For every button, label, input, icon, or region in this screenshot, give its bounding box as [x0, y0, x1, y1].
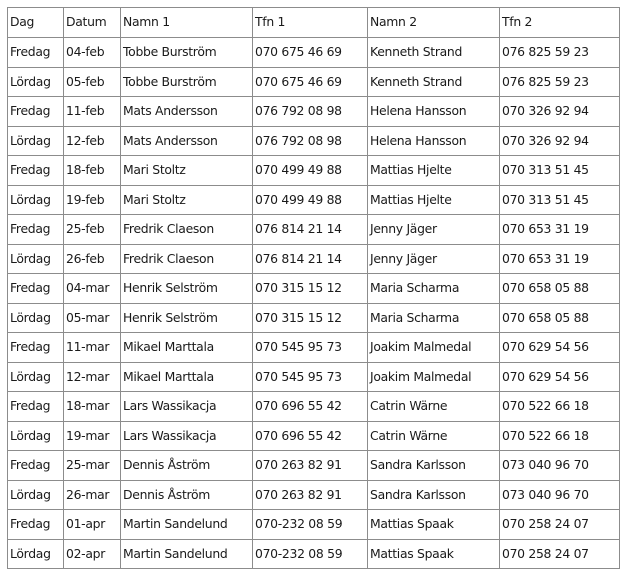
- cell-dag: Fredag: [8, 274, 64, 304]
- cell-tfn-2: 070 258 24 07: [500, 539, 620, 569]
- cell-namn-2: Helena Hansson: [368, 97, 500, 127]
- cell-namn-1: Dennis Åström: [121, 480, 253, 510]
- cell-namn-2: Mattias Hjelte: [368, 156, 500, 186]
- cell-dag: Lördag: [8, 421, 64, 451]
- column-header-tfn-2: Tfn 2: [500, 8, 620, 38]
- cell-namn-2: Kenneth Strand: [368, 67, 500, 97]
- table-row: [8, 97, 620, 127]
- cell-tfn-1: 070 263 82 91: [253, 451, 368, 481]
- cell-namn-1: Martin Sandelund: [121, 539, 253, 569]
- cell-tfn-2: 073 040 96 70: [500, 451, 620, 481]
- cell-tfn-1: 070 545 95 73: [253, 333, 368, 363]
- cell-namn-2: Maria Scharma: [368, 274, 500, 304]
- cell-dag: Fredag: [8, 451, 64, 481]
- cell-namn-1: Mats Andersson: [121, 126, 253, 156]
- cell-tfn-1: 076 814 21 14: [253, 215, 368, 245]
- cell-tfn-1: 070 315 15 12: [253, 303, 368, 333]
- table-row: [8, 156, 620, 186]
- cell-tfn-2: 070 658 05 88: [500, 303, 620, 333]
- column-header-datum: Datum: [64, 8, 121, 38]
- cell-tfn-1: 070 263 82 91: [253, 480, 368, 510]
- cell-namn-2: Helena Hansson: [368, 126, 500, 156]
- cell-datum: 02-apr: [64, 539, 121, 569]
- cell-tfn-2: 070 326 92 94: [500, 97, 620, 127]
- cell-tfn-1: 070-232 08 59: [253, 539, 368, 569]
- cell-tfn-2: 073 040 96 70: [500, 480, 620, 510]
- cell-tfn-1: 070 696 55 42: [253, 421, 368, 451]
- cell-namn-2: Jenny Jäger: [368, 215, 500, 245]
- cell-namn-2: Maria Scharma: [368, 303, 500, 333]
- cell-tfn-1: 076 792 08 98: [253, 97, 368, 127]
- table-row: [8, 362, 620, 392]
- table-row: [8, 392, 620, 422]
- cell-tfn-1: 070-232 08 59: [253, 510, 368, 540]
- cell-namn-1: Fredrik Claeson: [121, 244, 253, 274]
- cell-tfn-2: 070 258 24 07: [500, 510, 620, 540]
- cell-namn-1: Lars Wassikacja: [121, 421, 253, 451]
- cell-datum: 11-feb: [64, 97, 121, 127]
- table-row: [8, 333, 620, 363]
- table-row: [8, 274, 620, 304]
- cell-tfn-1: 070 675 46 69: [253, 67, 368, 97]
- table-row: [8, 215, 620, 245]
- cell-namn-2: Sandra Karlsson: [368, 480, 500, 510]
- cell-datum: 12-mar: [64, 362, 121, 392]
- cell-namn-2: Kenneth Strand: [368, 38, 500, 68]
- cell-namn-2: Jenny Jäger: [368, 244, 500, 274]
- cell-namn-2: Catrin Wärne: [368, 392, 500, 422]
- table-row: [8, 480, 620, 510]
- cell-namn-1: Mikael Marttala: [121, 333, 253, 363]
- column-header-tfn-1: Tfn 1: [253, 8, 368, 38]
- cell-datum: 18-mar: [64, 392, 121, 422]
- cell-datum: 25-feb: [64, 215, 121, 245]
- column-header-dag: Dag: [8, 8, 64, 38]
- cell-namn-1: Mari Stoltz: [121, 185, 253, 215]
- cell-datum: 12-feb: [64, 126, 121, 156]
- cell-namn-2: Mattias Spaak: [368, 510, 500, 540]
- cell-dag: Lördag: [8, 185, 64, 215]
- cell-dag: Lördag: [8, 67, 64, 97]
- schedule-table: [7, 7, 620, 569]
- table-body: [8, 38, 620, 569]
- cell-dag: Lördag: [8, 244, 64, 274]
- cell-datum: 19-feb: [64, 185, 121, 215]
- cell-tfn-2: 070 313 51 45: [500, 156, 620, 186]
- cell-tfn-2: 070 522 66 18: [500, 421, 620, 451]
- cell-dag: Fredag: [8, 156, 64, 186]
- cell-dag: Fredag: [8, 510, 64, 540]
- table-row: [8, 539, 620, 569]
- cell-dag: Fredag: [8, 215, 64, 245]
- table-row: [8, 38, 620, 68]
- cell-datum: 26-mar: [64, 480, 121, 510]
- cell-tfn-2: 070 522 66 18: [500, 392, 620, 422]
- cell-dag: Fredag: [8, 97, 64, 127]
- cell-datum: 11-mar: [64, 333, 121, 363]
- header-row: [8, 8, 620, 38]
- cell-namn-1: Henrik Selström: [121, 274, 253, 304]
- cell-datum: 01-apr: [64, 510, 121, 540]
- table-row: [8, 421, 620, 451]
- cell-datum: 05-mar: [64, 303, 121, 333]
- cell-namn-2: Sandra Karlsson: [368, 451, 500, 481]
- cell-tfn-1: 070 499 49 88: [253, 156, 368, 186]
- cell-dag: Lördag: [8, 126, 64, 156]
- cell-datum: 19-mar: [64, 421, 121, 451]
- cell-tfn-2: 070 326 92 94: [500, 126, 620, 156]
- cell-namn-1: Fredrik Claeson: [121, 215, 253, 245]
- table-row: [8, 303, 620, 333]
- cell-tfn-2: 070 658 05 88: [500, 274, 620, 304]
- cell-namn-1: Mari Stoltz: [121, 156, 253, 186]
- cell-namn-1: Martin Sandelund: [121, 510, 253, 540]
- table-header: [8, 8, 620, 38]
- cell-dag: Fredag: [8, 38, 64, 68]
- cell-datum: 04-mar: [64, 274, 121, 304]
- cell-datum: 26-feb: [64, 244, 121, 274]
- table-row: [8, 451, 620, 481]
- cell-namn-1: Dennis Åström: [121, 451, 253, 481]
- cell-tfn-2: 076 825 59 23: [500, 38, 620, 68]
- cell-datum: 25-mar: [64, 451, 121, 481]
- cell-dag: Lördag: [8, 362, 64, 392]
- cell-datum: 18-feb: [64, 156, 121, 186]
- cell-dag: Fredag: [8, 333, 64, 363]
- cell-tfn-1: 076 814 21 14: [253, 244, 368, 274]
- table-row: [8, 67, 620, 97]
- column-header-namn-1: Namn 1: [121, 8, 253, 38]
- cell-datum: 05-feb: [64, 67, 121, 97]
- table-row: [8, 510, 620, 540]
- cell-namn-2: Joakim Malmedal: [368, 362, 500, 392]
- cell-dag: Lördag: [8, 480, 64, 510]
- cell-datum: 04-feb: [64, 38, 121, 68]
- cell-dag: Lördag: [8, 303, 64, 333]
- table-row: [8, 126, 620, 156]
- cell-namn-1: Mats Andersson: [121, 97, 253, 127]
- column-header-namn-2: Namn 2: [368, 8, 500, 38]
- cell-tfn-1: 070 696 55 42: [253, 392, 368, 422]
- cell-namn-2: Mattias Spaak: [368, 539, 500, 569]
- cell-tfn-2: 070 653 31 19: [500, 244, 620, 274]
- cell-tfn-1: 070 499 49 88: [253, 185, 368, 215]
- cell-namn-1: Tobbe Burström: [121, 38, 253, 68]
- cell-tfn-1: 070 675 46 69: [253, 38, 368, 68]
- table-row: [8, 185, 620, 215]
- cell-namn-2: Catrin Wärne: [368, 421, 500, 451]
- cell-tfn-2: 070 629 54 56: [500, 362, 620, 392]
- cell-tfn-2: 070 313 51 45: [500, 185, 620, 215]
- cell-tfn-1: 070 545 95 73: [253, 362, 368, 392]
- cell-tfn-1: 076 792 08 98: [253, 126, 368, 156]
- cell-namn-1: Henrik Selström: [121, 303, 253, 333]
- table-row: [8, 244, 620, 274]
- cell-namn-1: Tobbe Burström: [121, 67, 253, 97]
- cell-namn-1: Mikael Marttala: [121, 362, 253, 392]
- cell-dag: Lördag: [8, 539, 64, 569]
- cell-namn-2: Mattias Hjelte: [368, 185, 500, 215]
- cell-namn-1: Lars Wassikacja: [121, 392, 253, 422]
- cell-dag: Fredag: [8, 392, 64, 422]
- cell-tfn-1: 070 315 15 12: [253, 274, 368, 304]
- cell-namn-2: Joakim Malmedal: [368, 333, 500, 363]
- cell-tfn-2: 070 653 31 19: [500, 215, 620, 245]
- cell-tfn-2: 076 825 59 23: [500, 67, 620, 97]
- cell-tfn-2: 070 629 54 56: [500, 333, 620, 363]
